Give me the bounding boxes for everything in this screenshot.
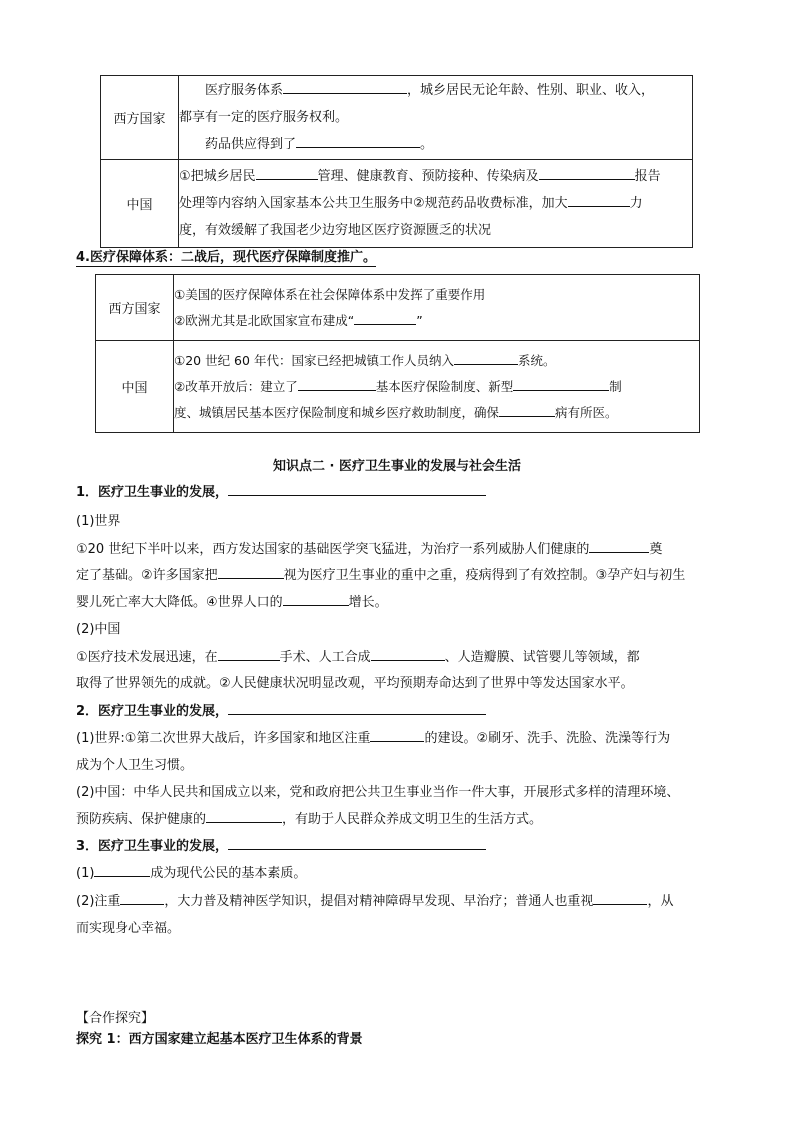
text: ，有助于人民群众养成文明卫生的生活方式。: [282, 812, 543, 827]
text: 报告: [634, 169, 661, 184]
text: 度，有效缓解了我国老少边穷地区医疗资源匮乏的状况: [179, 223, 492, 238]
s2-heading: [76, 700, 736, 719]
s1-line: 取得了世界领先的成就。②人民健康状况明显改观，平均预期寿命达到了世界中等发达国家水平。: [76, 676, 634, 691]
row-content-china: [179, 160, 693, 248]
blank[interactable]: [370, 728, 424, 742]
blank[interactable]: [499, 403, 555, 417]
s2-line: [76, 808, 736, 827]
text: 基本医疗保险制度、新型: [375, 378, 514, 394]
blank[interactable]: [371, 647, 445, 661]
text: 医疗服务体系: [205, 83, 284, 98]
coop-title: 【合作探究】: [76, 1011, 155, 1026]
section4-heading: 4.医疗保障体系：二战后，现代医疗保障制度推广。: [76, 250, 376, 265]
table-row: [101, 160, 693, 248]
text: 制: [609, 378, 622, 394]
text: 成为现代公民的基本素质。: [150, 866, 307, 881]
row-content-west: [179, 76, 693, 160]
blank[interactable]: [218, 647, 280, 661]
row-content-china: [174, 341, 700, 433]
text: ①美国的医疗保障体系在社会保障体系中发挥了重要作用: [174, 286, 486, 302]
s3-heading: [76, 835, 736, 854]
text: 药品供应得到了: [205, 137, 297, 152]
text: ，从: [647, 894, 674, 909]
text: 定了基础。②许多国家把: [76, 568, 218, 583]
s3-line: 而实现身心幸福。: [76, 921, 181, 936]
text: (1): [76, 866, 95, 881]
s3-line: [76, 890, 736, 909]
s2-line: [76, 727, 736, 746]
row-label-west: 西方国家: [96, 275, 174, 341]
blank[interactable]: [513, 377, 609, 391]
table-row: [96, 341, 700, 433]
text: 2．医疗卫生事业的发展，: [76, 704, 229, 719]
text: 1．医疗卫生事业的发展，: [76, 485, 229, 500]
blank[interactable]: [296, 134, 420, 148]
text: ②欧洲尤其是北欧国家宣布建成“: [174, 312, 355, 328]
blank[interactable]: [589, 539, 649, 553]
table-row: [96, 275, 700, 341]
text: ，城乡居民无论年龄、性别、职业、收入，: [407, 83, 655, 98]
blank[interactable]: [228, 836, 486, 850]
text: ②改革开放后：建立了: [174, 378, 298, 394]
blank[interactable]: [593, 891, 647, 905]
s3-line: [76, 862, 736, 881]
text: 预防疾病、保护健康的: [76, 812, 207, 827]
s1-heading: [76, 481, 736, 500]
s1-line: [76, 646, 736, 665]
text: 、人造瓣膜、试管婴儿等领域，都: [444, 650, 640, 665]
text: 3．医疗卫生事业的发展，: [76, 839, 229, 854]
text: 。: [420, 137, 434, 152]
table-row: [101, 76, 693, 160]
blank[interactable]: [283, 80, 407, 94]
text: 力: [629, 196, 643, 211]
s2-line: 成为个人卫生习惯。: [76, 758, 194, 773]
text: 系统。: [517, 352, 556, 368]
text: ①20 世纪 60 年代：国家已经把城镇工作人员纳入: [174, 352, 454, 368]
blank[interactable]: [354, 311, 416, 325]
text: 度、城镇居民基本医疗保险制度和城乡医疗救助制度，确保: [174, 404, 500, 420]
text: 管理、健康教育、预防接种、传染病及: [317, 169, 539, 184]
knowledge-point-2-title: 知识点二 · 医疗卫生事业的发展与社会生活: [273, 459, 521, 474]
blank[interactable]: [256, 166, 318, 180]
text: 都享有一定的医疗服务权利。: [179, 110, 349, 125]
text: 婴儿死亡率大大降低。④世界人口的: [76, 595, 283, 610]
text: ①医疗技术发展迅速，在: [76, 650, 218, 665]
s1-sub2: (2)中国: [76, 622, 121, 637]
s1-line: [76, 564, 736, 583]
blank[interactable]: [283, 592, 349, 606]
text: (2)注重: [76, 894, 121, 909]
s1-sub1: (1)世界: [76, 514, 121, 529]
s2-line: (2)中国：中华人民共和国成立以来，党和政府把公共卫生事业当作一件大事，开展形式多样的清理环境、: [76, 785, 680, 800]
text: 增长。: [348, 595, 388, 610]
text: 视为医疗卫生事业的重中之重，疫病得到了有效控制。③孕产妇与初生: [283, 568, 686, 583]
blank[interactable]: [228, 482, 486, 496]
blank[interactable]: [206, 809, 282, 823]
text: ①把城乡居民: [179, 169, 256, 184]
text: 的建设。②刷牙、洗手、洗脸、洗澡等行为: [424, 731, 671, 746]
blank[interactable]: [454, 351, 518, 365]
blank[interactable]: [94, 863, 150, 877]
row-label-west: 西方国家: [101, 76, 179, 160]
text: (1)世界:①第二次世界大战后，许多国家和地区注重: [76, 731, 371, 746]
text: ①20 世纪下半叶以来，西方发达国家的基础医学突飞猛进，为治疗一系列威胁人们健康的: [76, 542, 590, 557]
blank[interactable]: [298, 377, 376, 391]
explore-1-title: 探究 1：西方国家建立起基本医疗卫生体系的背景: [76, 1032, 363, 1047]
s1-line: [76, 591, 736, 610]
row-label-china: 中国: [96, 341, 174, 433]
s1-line: [76, 538, 736, 557]
text: ”: [416, 312, 423, 328]
table-medical-service: [100, 75, 693, 248]
text: 处理等内容纳入国家基本公共卫生服务中②规范药品收费标准，加大: [179, 196, 568, 211]
blank[interactable]: [228, 701, 486, 715]
text: 奠: [649, 542, 663, 557]
row-content-west: [174, 275, 700, 341]
text: 病有所医。: [555, 404, 618, 420]
row-label-china: 中国: [101, 160, 179, 248]
blank[interactable]: [218, 565, 284, 579]
blank[interactable]: [568, 193, 630, 207]
blank[interactable]: [539, 166, 635, 180]
table-medical-insurance: [95, 274, 700, 433]
text: 手术、人工合成: [279, 650, 371, 665]
text: ，大力普及精神医学知识，提倡对精神障碍早发现、早治疗；普通人也重视: [164, 894, 594, 909]
blank[interactable]: [120, 891, 164, 905]
